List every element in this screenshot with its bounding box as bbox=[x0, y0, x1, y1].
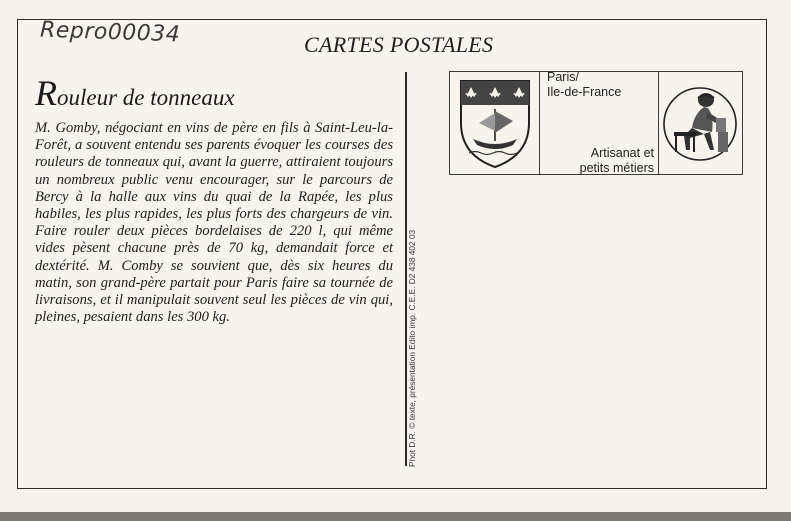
title-rest: ouleur de tonneaux bbox=[57, 85, 235, 110]
category-label bbox=[560, 146, 654, 176]
region-line-1: Paris/ bbox=[547, 70, 579, 84]
scan-shadow bbox=[0, 512, 791, 521]
category-line-1: Artisanat et bbox=[590, 146, 654, 160]
article-body: M. Gomby, négociant en vins de père en fils à Saint-Leu-la-Forêt, a souvent entendu ses parents évoquer les courses des rouleurs de tonneaux qui, avant la guerre, attiraient toujours un nombreux public venu encourager, sur le parcours de Bercy à la halle aux vins du quai de la Rapée, les plus habiles, les plus rapides, les plus forts des chargeurs de vin. Faire rouler deux pièces bordelaises de 220 l, qui même vides pèsent chacune près de 70 kg, demandait force et dextérité. M. Comby se souvient que, dès six heures du matin, son grand-père partait pour Paris faire sa tournée de livraisons, et il manipulait souvent seul les pièces de vin qui, pleines, pesaient dans les 300 kg. bbox=[35, 120, 393, 326]
page-title: CARTES POSTALES bbox=[304, 32, 494, 57]
region-label bbox=[547, 70, 621, 100]
paris-coat-of-arms-icon bbox=[455, 75, 535, 175]
region-line-2: Ile-de-France bbox=[547, 85, 622, 99]
article-title bbox=[35, 72, 235, 114]
category-line-2: petits métiers bbox=[579, 161, 654, 175]
print-credit: Phot D.R. © texte, présentation Edito imp. C.E.E. D2 438 402 03 bbox=[407, 229, 417, 467]
handwritten-reference: Repro00034 bbox=[39, 17, 181, 48]
seated-craftsman-icon bbox=[660, 80, 740, 172]
title-initial: R bbox=[35, 73, 57, 113]
